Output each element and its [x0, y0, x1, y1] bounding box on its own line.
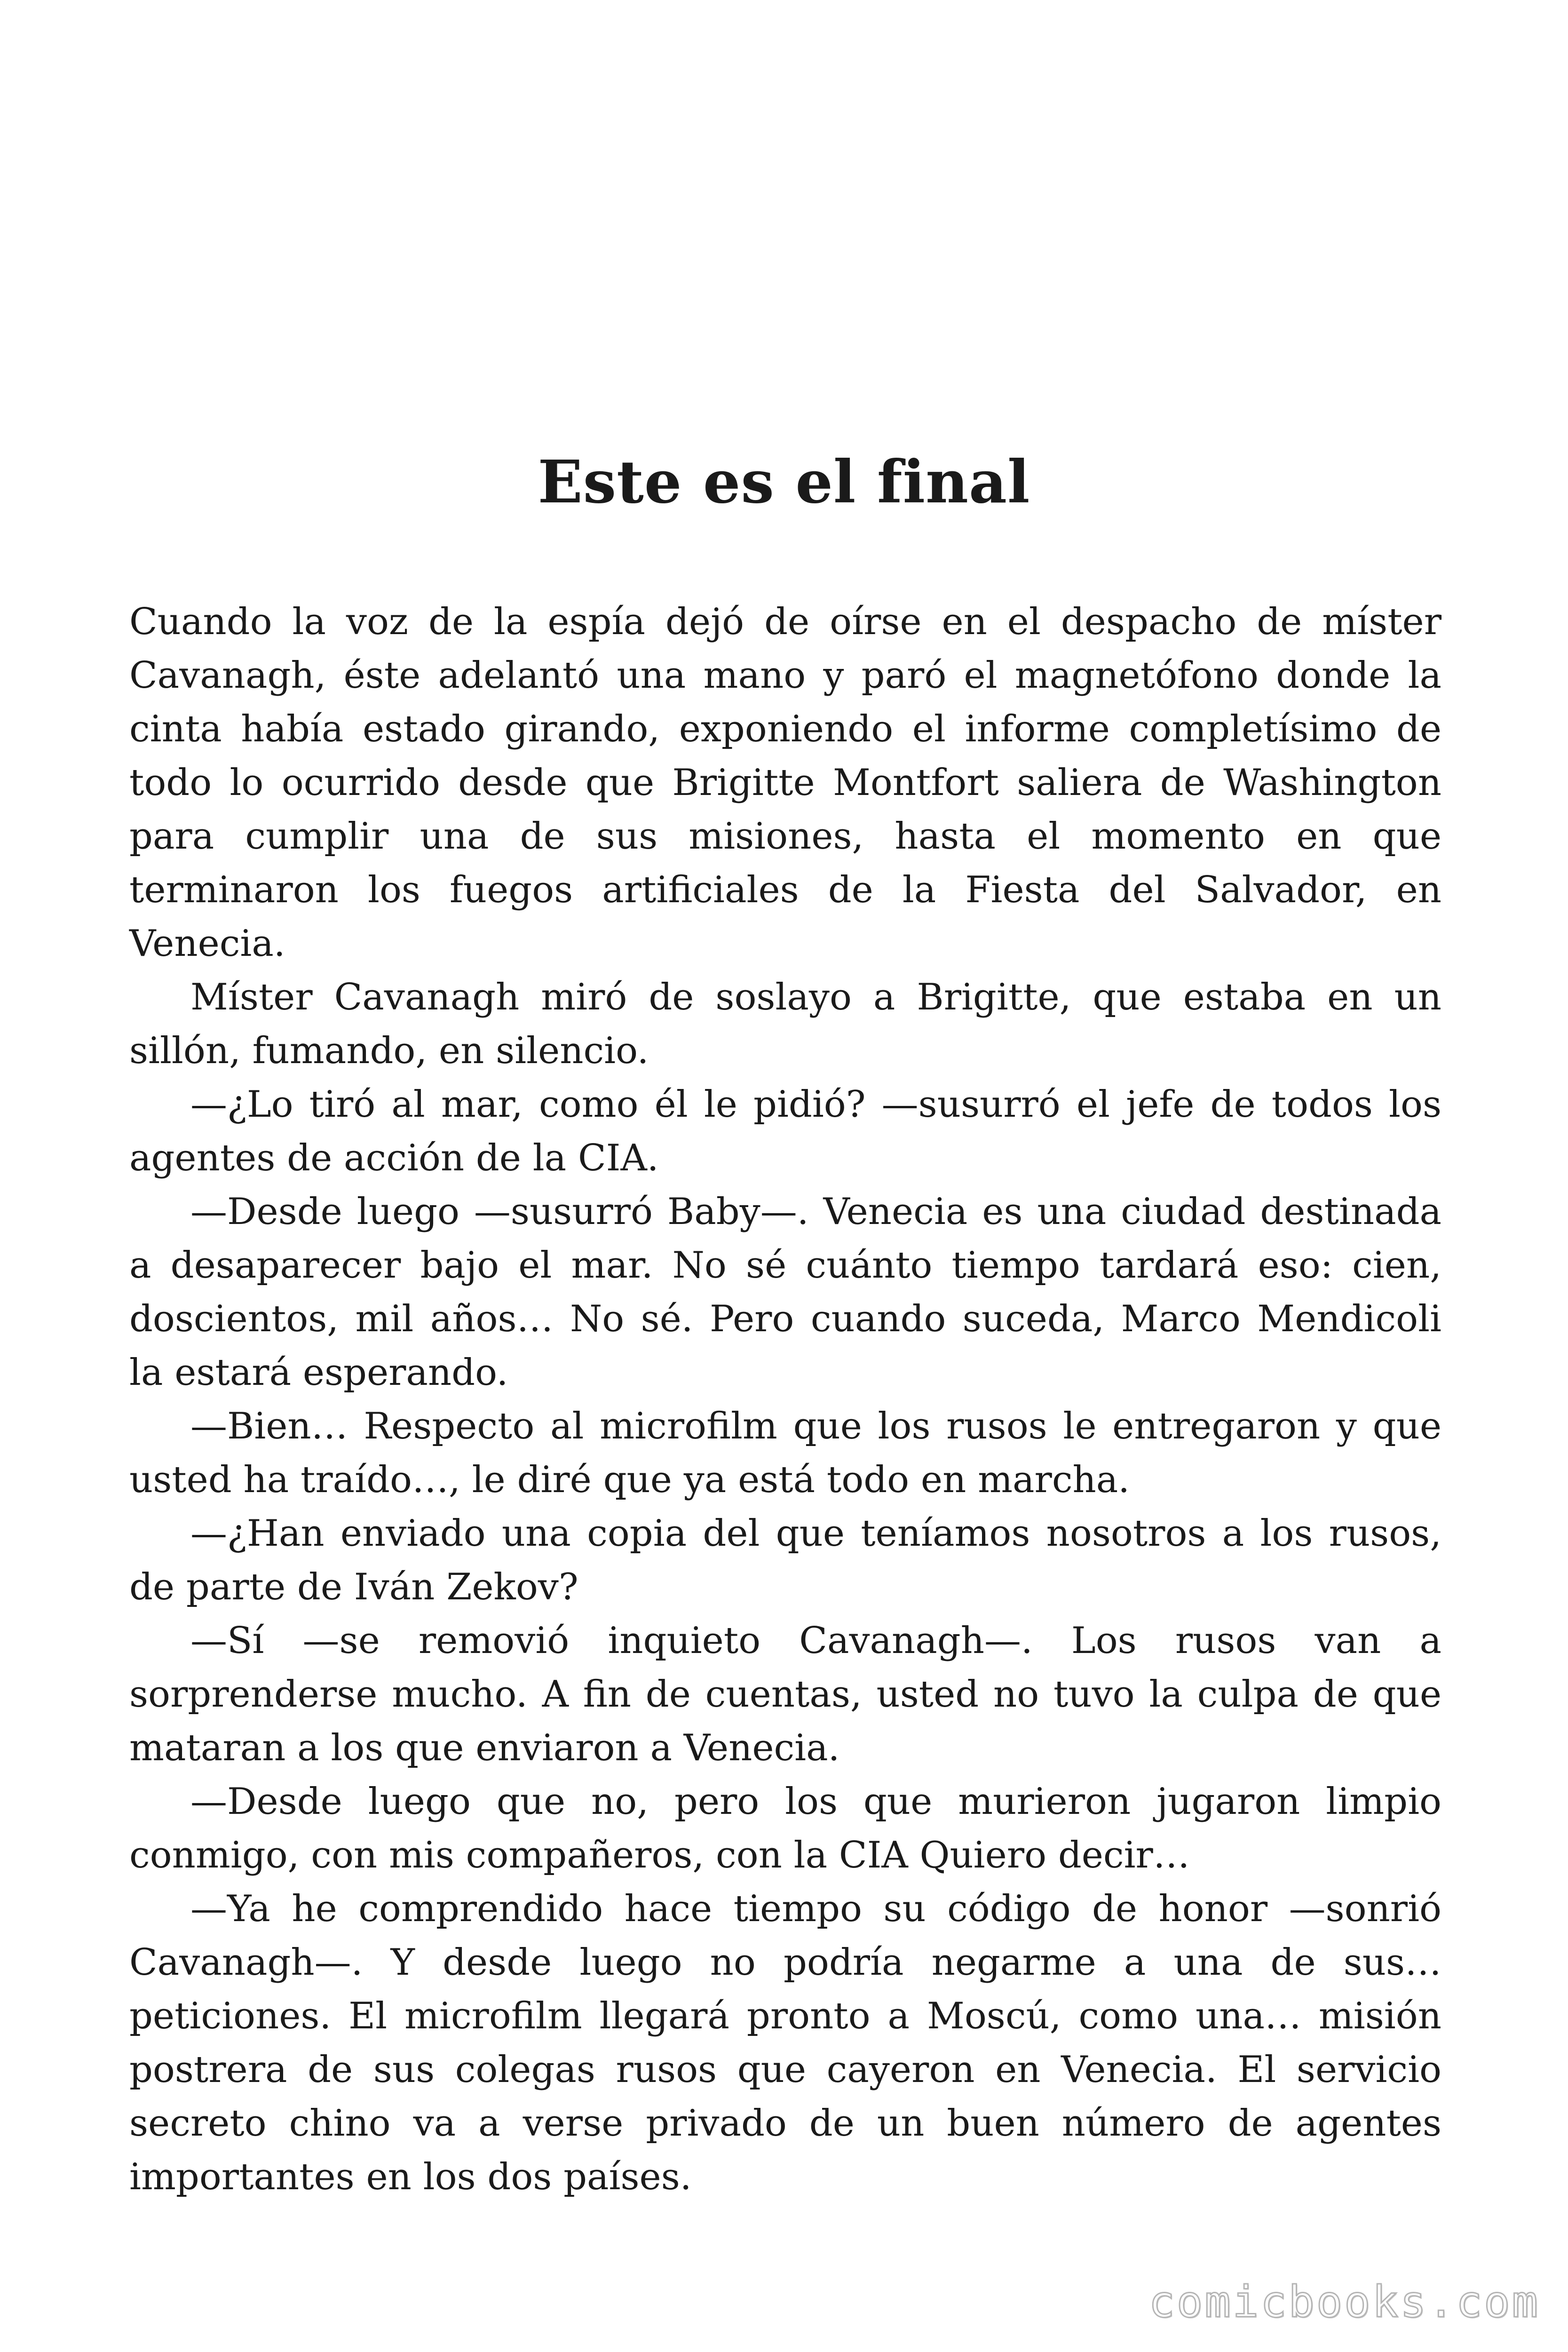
chapter-body: [129, 595, 1441, 2204]
paragraph: —¿Lo tiró al mar, como él le pidió? —susurró el jefe de todos los agentes de acción de la CIA.: [129, 1083, 1441, 1179]
paragraph: —Sí —se removió inquieto Cavanagh—. Los rusos van a sorprenderse mucho. A fin de cuentas, usted no tuvo la culpa de que mataran a los que enviaron a Venecia.: [129, 1620, 1441, 1769]
paragraph: —Desde luego que no, pero los que murieron jugaron limpio conmigo, con mis compañeros, con la CIA Quiero decir…: [129, 1780, 1441, 1876]
paragraph: Cuando la voz de la espía dejó de oírse en el despacho de míster Cavanagh, éste adelantó una mano y paró el magnetófono donde la cinta había estado girando, exponiendo el informe completísimo de todo lo ocurrido desde que Brigitte Montfort saliera de Washington para cumplir una de sus misiones, hasta el momento en que terminaron los fuegos artificiales de la Fiesta del Salvador, en Venecia.: [129, 601, 1441, 965]
paragraph: —Ya he comprendido hace tiempo su código de honor —sonrió Cavanagh—. Y desde luego no podría negarme a una de sus… peticiones. El microfilm llegará pronto a Moscú, como una… misión postrera de sus colegas rusos que cayeron en Venecia. El servicio secreto chino va a verse privado de un buen número de agentes importantes en los dos países.: [129, 1888, 1441, 2198]
chapter-title: Este es el final: [538, 448, 1030, 516]
paragraph: Míster Cavanagh miró de soslayo a Brigitte, que estaba en un sillón, fumando, en silencio.: [129, 976, 1441, 1072]
paragraph: —Bien… Respecto al microfilm que los rusos le entregaron y que usted ha traído…, le diré que ya está todo en marcha.: [129, 1405, 1441, 1501]
paragraph: —¿Han enviado una copia del que teníamos nosotros a los rusos, de parte de Iván Zekov?: [129, 1512, 1441, 1608]
paragraph: —Desde luego —susurró Baby—. Venecia es una ciudad destinada a desaparecer bajo el mar. No sé cuánto tiempo tardará eso: cien, doscientos, mil años… No sé. Pero cuando suceda, Marco Mendicoli la estará esperando.: [129, 1191, 1441, 1394]
watermark: comicbooks.com: [1148, 2277, 1540, 2327]
